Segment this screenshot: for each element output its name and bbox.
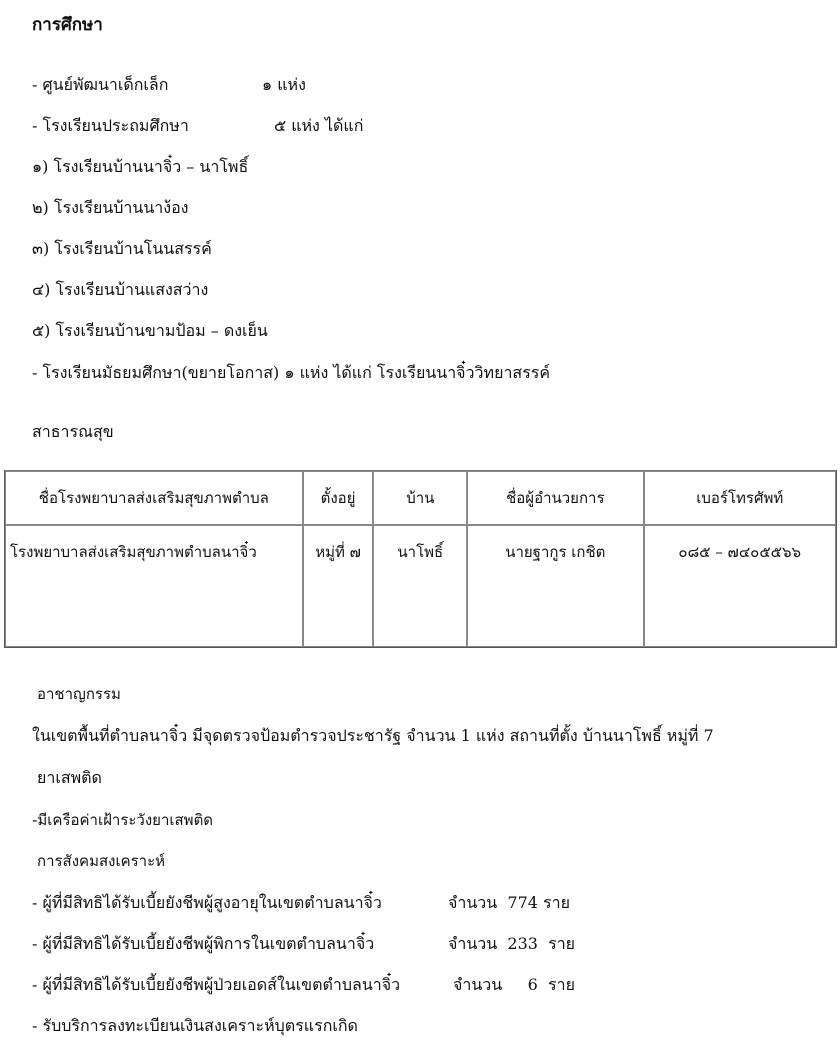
table-header-row: [5, 471, 836, 525]
header-hospital-name: ชื่อโรงพยาบาลส่งเสริมสุขภาพตำบล: [5, 471, 303, 525]
welfare-qty: จำนวน 233 ราย: [448, 934, 576, 953]
table-row: [5, 525, 836, 647]
welfare-label: - ผู้ที่มีสิทธิได้รับเบี้ยยังชีพผู้ป่วยเอดส์ในเขตตำบลนาจิ๋ว: [32, 975, 401, 994]
welfare-item-disabled: [32, 933, 576, 955]
crime-text: ในเขตพื้นที่ตำบลนาจิ๋ว มีจุดตรวจป้อมตำรวจประชารัฐ จำนวน 1 แห่ง สถานที่ตั้ง บ้านนาโพธิ์ หมู่ที่ 7: [32, 726, 714, 745]
header-phone: เบอร์โทรศัพท์: [644, 471, 836, 525]
drugs-text: -มีเครือค่าเฝ้าระวังยาเสพติด: [32, 811, 214, 829]
welfare-qty: จำนวน 774 ราย: [448, 893, 570, 912]
childcare-count: ๑ แห่ง: [262, 75, 306, 94]
hospital-table: [4, 470, 837, 648]
primary-school-5: ๕) โรงเรียนบ้านขามป้อม – ดงเย็น: [32, 321, 268, 340]
childcare-line: [32, 74, 306, 96]
primary-count: ๕ แห่ง ได้แก่: [274, 116, 364, 135]
cell-village: นาโพธิ์: [373, 525, 467, 647]
primary-school-2: ๒) โรงเรียนบ้านนาง้อง: [32, 198, 189, 217]
crime-heading: อาชาญกรรม: [37, 685, 121, 703]
primary-school-3: ๓) โรงเรียนบ้านโนนสรรค์: [32, 239, 212, 258]
welfare-label: - ผู้ที่มีสิทธิได้รับเบี้ยยังชีพผู้พิการในเขตตำบลนาจิ๋ว: [32, 934, 375, 953]
header-village: บ้าน: [373, 471, 467, 525]
childcare-label: - ศูนย์พัฒนาเด็กเล็ก: [32, 75, 169, 94]
welfare-qty: จำนวน 6 ราย: [453, 975, 575, 994]
welfare-label: - ผู้ที่มีสิทธิได้รับเบี้ยยังชีพผู้สูงอายุในเขตตำบลนาจิ๋ว: [32, 893, 382, 912]
education-heading: การศึกษา: [32, 15, 103, 35]
cell-location: หมู่ที่ ๗: [303, 525, 374, 647]
welfare-heading: การสังคมสงเคราะห์: [37, 852, 166, 870]
cell-director: นายฐากูร เกชิต: [467, 525, 643, 647]
secondary-line: - โรงเรียนมัธยมศึกษา(ขยายโอกาส) ๑ แห่ง ได้แก่ โรงเรียนนาจิ๋ววิทยาสรรค์: [32, 363, 551, 382]
primary-school-1: ๑) โรงเรียนบ้านนาจิ๋ว – นาโพธิ์: [32, 157, 249, 176]
welfare-item-elderly: [32, 892, 570, 914]
primary-label: - โรงเรียนประถมศึกษา: [32, 116, 189, 135]
header-director: ชื่อผู้อำนวยการ: [467, 471, 643, 525]
primary-school-4: ๔) โรงเรียนบ้านแสงสว่าง: [32, 280, 209, 299]
cell-phone: ๐๘๕ – ๗๔๐๕๕๖๖: [644, 525, 836, 647]
cell-hospital-name: โรงพยาบาลส่งเสริมสุขภาพตำบลนาจิ๋ว: [5, 525, 303, 647]
health-heading: สาธารณสุข: [32, 422, 114, 441]
welfare-item-aids: [32, 974, 575, 996]
primary-line: [32, 115, 364, 137]
header-location: ตั้งอยู่: [303, 471, 374, 525]
drugs-heading: ยาเสพติด: [37, 768, 102, 787]
welfare-item-newborn: - รับบริการลงทะเบียนเงินสงเคราะห์บุตรแรกเกิด: [32, 1016, 358, 1035]
